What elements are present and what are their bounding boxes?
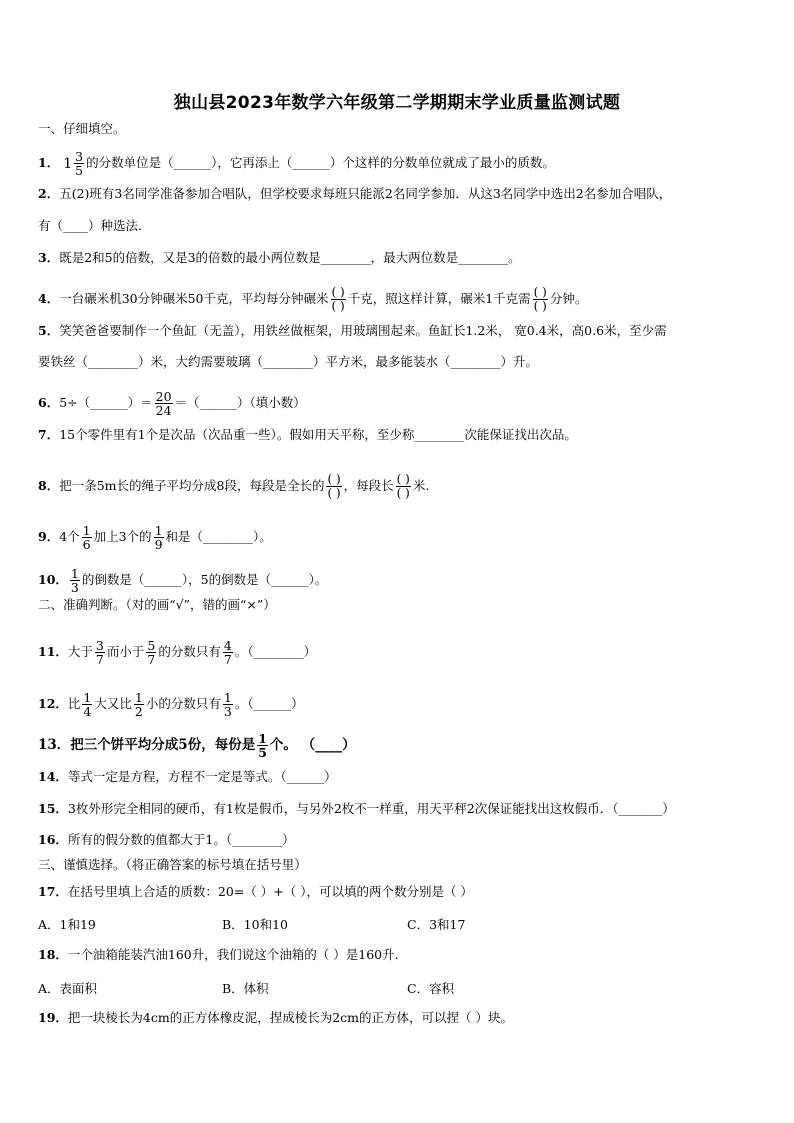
question-2 bbox=[38, 186, 764, 202]
question-16 bbox=[38, 832, 764, 848]
section-heading-1: 一、仔细填空。 bbox=[38, 121, 126, 136]
question-text: 15个零件里有1个是次品（次品重一些）。假如用天平称，至少称________次能保证找出次品。 bbox=[59, 427, 577, 442]
question-text: 的倒数是（______），5的倒数是（______）。 bbox=[81, 572, 328, 587]
question-text: 等式一定是方程，方程不一定是等式。（______） bbox=[67, 769, 337, 784]
mixed-number-whole: 1 bbox=[63, 155, 73, 172]
option-c[interactable]: C．3和17 bbox=[407, 917, 466, 932]
question-1 bbox=[38, 150, 764, 177]
option-b[interactable]: B．体积 bbox=[222, 981, 269, 996]
fraction bbox=[82, 691, 92, 718]
fraction-blank bbox=[331, 286, 346, 313]
question-10 bbox=[38, 567, 764, 594]
question-text: 把三个饼平均分成5份，每份是 bbox=[70, 737, 256, 753]
question-text: ＝（______）（填小数） bbox=[174, 395, 306, 410]
question-text: 4个 bbox=[59, 529, 80, 544]
question-number: 13． bbox=[38, 737, 71, 753]
fraction-numerator: ( ) bbox=[396, 472, 410, 486]
question-number: 16． bbox=[38, 832, 68, 847]
question-number: 18． bbox=[38, 947, 68, 962]
question-4 bbox=[38, 286, 764, 313]
question-number: 3． bbox=[38, 250, 60, 265]
question-text: 。（________） bbox=[234, 644, 317, 659]
fraction bbox=[257, 732, 268, 759]
fraction-denominator: 7 bbox=[147, 652, 156, 667]
fraction bbox=[223, 639, 233, 666]
question-number: 7． bbox=[38, 427, 60, 442]
question-text: 而小于 bbox=[106, 644, 145, 659]
fraction-numerator: 1 bbox=[223, 690, 232, 705]
fraction-numerator: 3 bbox=[75, 149, 84, 164]
question-number: 11． bbox=[38, 644, 68, 659]
fraction-denominator: 5 bbox=[258, 745, 267, 760]
question-number: 6． bbox=[38, 395, 60, 410]
fraction-denominator: 24 bbox=[155, 403, 172, 418]
question-text: 3枚外形完全相同的硬币，有1枚是假币，与另外2枚不一样重，用天平秤2次保证能找出这枚假币．（_______） bbox=[67, 801, 675, 816]
question-text: 小的分数只有 bbox=[145, 696, 221, 711]
option-a[interactable]: A．表面积 bbox=[38, 981, 98, 996]
fraction-denominator: ( ) bbox=[327, 486, 341, 500]
fraction-denominator: 7 bbox=[95, 652, 104, 667]
fraction-numerator: 5 bbox=[147, 638, 156, 653]
option-b[interactable]: B．10和10 bbox=[222, 917, 288, 932]
question-text: 分钟。 bbox=[549, 291, 588, 306]
fraction-numerator: 1 bbox=[154, 523, 163, 538]
fraction-numerator: 1 bbox=[134, 690, 143, 705]
question-text: 比 bbox=[67, 696, 81, 711]
fraction bbox=[223, 691, 233, 718]
fraction-numerator: ( ) bbox=[327, 472, 341, 486]
question-13 bbox=[38, 732, 764, 759]
question-17 bbox=[38, 884, 764, 900]
fraction-numerator: 4 bbox=[223, 638, 232, 653]
fraction-denominator: 4 bbox=[83, 704, 92, 719]
question-number: 14． bbox=[38, 769, 68, 784]
fraction bbox=[146, 639, 156, 666]
question-text: 所有的假分数的值都大于1。（________） bbox=[67, 832, 295, 847]
fraction bbox=[74, 150, 84, 177]
fraction bbox=[134, 691, 144, 718]
fraction-numerator: 1 bbox=[70, 566, 79, 581]
fraction bbox=[70, 567, 80, 594]
fraction-numerator: 3 bbox=[95, 638, 104, 653]
question-text: 一台碾米机30分钟碾米50千克，平均每分钟碾米 bbox=[59, 291, 329, 306]
question-11 bbox=[38, 639, 764, 666]
fraction-denominator: 7 bbox=[223, 652, 232, 667]
fraction-denominator: ( ) bbox=[331, 299, 345, 313]
question-6 bbox=[38, 390, 764, 417]
question-text: 5÷（______）＝ bbox=[59, 395, 153, 410]
question-number: 4． bbox=[38, 291, 60, 306]
question-number: 5． bbox=[38, 323, 60, 338]
option-a[interactable]: A．1和19 bbox=[38, 917, 96, 932]
fraction bbox=[95, 639, 105, 666]
question-number: 15． bbox=[38, 801, 68, 816]
question-text: 个。 （____） bbox=[269, 737, 356, 753]
question-8 bbox=[38, 473, 764, 500]
question-number: 19． bbox=[38, 1010, 68, 1025]
question-text: 。（______） bbox=[234, 696, 304, 711]
question-15 bbox=[38, 801, 764, 817]
question-number: 8． bbox=[38, 478, 60, 493]
option-c[interactable]: C．容积 bbox=[407, 981, 455, 996]
fraction-numerator: 1 bbox=[82, 523, 91, 538]
fraction-denominator: ( ) bbox=[396, 486, 410, 500]
question-text: 把一块棱长为4cm的正方体橡皮泥，捏成棱长为2cm的正方体，可以捏（ ）块。 bbox=[67, 1010, 513, 1025]
fraction-numerator: ( ) bbox=[533, 285, 547, 299]
fraction-numerator: 1 bbox=[258, 731, 267, 746]
question-3 bbox=[38, 250, 764, 266]
question-number: 17． bbox=[38, 884, 68, 899]
question-text: ，每段长 bbox=[343, 478, 394, 493]
question-2-continued: 有（____）种选法． bbox=[38, 218, 151, 233]
question-9 bbox=[38, 524, 764, 551]
section-heading-2: 二、准确判断。（对的画“√”，错的画“×”） bbox=[38, 597, 276, 612]
fraction-blank bbox=[396, 473, 411, 500]
fraction-numerator: 1 bbox=[83, 690, 92, 705]
fraction-numerator: 20 bbox=[155, 389, 172, 404]
question-text: 的分数只有 bbox=[158, 644, 221, 659]
question-text: 一个油箱能装汽油160升，我们说这个油箱的（ ）是160升. bbox=[67, 947, 399, 962]
question-7 bbox=[38, 427, 764, 443]
fraction-denominator: 6 bbox=[82, 537, 91, 552]
fraction-denominator: 9 bbox=[154, 537, 163, 552]
question-text: 五(2)班有3名同学准备参加合唱队，但学校要求每班只能派2名同学参加．从这3名同学中选出2名参加合唱队， bbox=[59, 186, 672, 201]
question-5-continued: 要铁丝（________）米，大约需要玻璃（________）平方米，最多能装水（________）升。 bbox=[38, 354, 539, 369]
question-number: 1． bbox=[38, 155, 60, 170]
question-text: 在括号里填上合适的质数：20=（ ）+（ ），可以填的两个数分别是（ ） bbox=[67, 884, 473, 899]
fraction-denominator: 5 bbox=[75, 163, 84, 178]
question-text: 米. bbox=[412, 478, 430, 493]
question-text: 大于 bbox=[67, 644, 93, 659]
question-number: 2． bbox=[38, 186, 60, 201]
fraction-denominator: ( ) bbox=[533, 299, 547, 313]
fraction-denominator: 3 bbox=[223, 704, 232, 719]
question-19 bbox=[38, 1010, 764, 1026]
question-number: 12． bbox=[38, 696, 68, 711]
question-text: 笑笑爸爸要制作一个鱼缸（无盖），用铁丝做框架，用玻璃围起来。鱼缸长1.2米， 宽0.4米，高0.6米，至少需 bbox=[59, 323, 667, 338]
page-title: 独山县2023年数学六年级第二学期期末学业质量监测试题 bbox=[173, 93, 621, 113]
question-text: 千克，照这样计算，碾米1千克需 bbox=[347, 291, 531, 306]
fraction-denominator: 3 bbox=[70, 580, 79, 595]
fraction-numerator: ( ) bbox=[331, 285, 345, 299]
fraction bbox=[154, 524, 164, 551]
fraction bbox=[155, 390, 173, 417]
question-12 bbox=[38, 691, 764, 718]
question-number: 10． bbox=[38, 572, 68, 587]
question-text: 大又比 bbox=[94, 696, 132, 711]
question-text: 既是2和5的倍数，又是3的倍数的最小两位数是________，最大两位数是________。 bbox=[59, 250, 521, 265]
question-18 bbox=[38, 947, 764, 963]
question-text: 和是（________）。 bbox=[165, 529, 272, 544]
question-text: 加上3个的 bbox=[93, 529, 152, 544]
question-number: 9． bbox=[38, 529, 60, 544]
fraction-denominator: 2 bbox=[134, 704, 143, 719]
question-14 bbox=[38, 769, 764, 785]
section-heading-3: 三、谨慎选择。（将正确答案的标号填在括号里） bbox=[38, 857, 307, 872]
question-text: 把一条5m长的绳子平均分成8段，每段是全长的 bbox=[59, 478, 325, 493]
fraction bbox=[82, 524, 92, 551]
question-text: 的分数单位是（______），它再添上（______）个这样的分数单位就成了最小的质数。 bbox=[86, 155, 555, 170]
question-5 bbox=[38, 323, 764, 339]
fraction-blank bbox=[326, 473, 341, 500]
fraction-blank bbox=[533, 286, 548, 313]
